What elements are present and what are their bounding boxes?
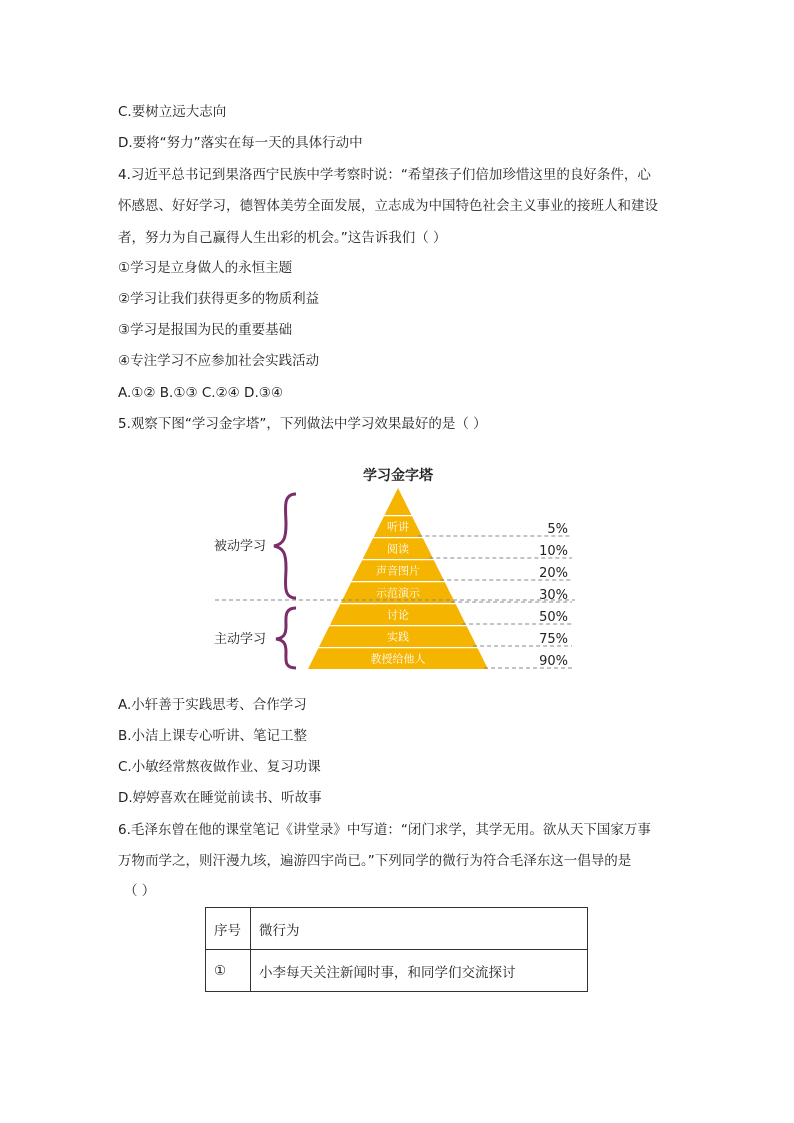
question-6-line-3: （ ） — [124, 883, 156, 899]
question-4-line-2: 怀感恩、好好学习，德智体美劳全面发展，立志成为中国特色社会主义事业的接班人和建设 — [118, 198, 658, 214]
question-6-line-2: 万物而学之，则汗漫九垓，遍游四宇尚已。”下列同学的微行为符合毛泽东这一倡导的是 — [118, 853, 632, 869]
option-c-q5: C.小敏经常熬夜做作业、复习功课 — [118, 759, 321, 775]
pyramid-level-label: 阅读 — [387, 542, 409, 556]
option-d-q5: D.婷婷喜欢在睡觉前读书、听故事 — [118, 790, 322, 806]
option-d-q3: D.要将“努力”落实在每一天的具体行动中 — [118, 135, 363, 151]
pyramid-level-percent: 10% — [539, 544, 568, 559]
active-learning-label: 主动学习 — [213, 632, 267, 647]
pyramid-level-label: 听讲 — [387, 520, 409, 534]
table-cell: ① — [206, 950, 251, 992]
pyramid-level-percent: 75% — [539, 632, 568, 647]
active-brace-icon — [276, 608, 296, 668]
pyramid-level-label: 教授给他人 — [370, 652, 426, 666]
option-c-q3: C.要树立远大志向 — [118, 104, 227, 120]
question-4-line-1: 4.习近平总书记到果洛西宁民族中学考察时说：“希望孩子们倍加珍惜这里的良好条件，心 — [118, 167, 651, 183]
option-b-q5: B.小洁上课专心听讲、笔记工整 — [118, 728, 308, 744]
pyramid-level-percent: 20% — [539, 566, 568, 581]
pyramid-level-label: 讨论 — [387, 608, 409, 622]
table-header-cell: 序号 — [206, 908, 251, 950]
learning-pyramid-diagram — [200, 458, 590, 673]
question-4-line-3: 者，努力为自己赢得人生出彩的机会。”这告诉我们（ ） — [118, 230, 447, 246]
statement-3: ③学习是报国为民的重要基础 — [118, 322, 293, 338]
question-6-line-1: 6.毛泽东曾在他的课堂笔记《讲堂录》中写道：“闭门求学，其学无用。欲从天下国家万事 — [118, 822, 651, 838]
option-a-q5: A.小轩善于实践思考、合作学习 — [118, 697, 307, 713]
question-5: 5.观察下图“学习金字塔”，下列做法中学习效果最好的是（ ） — [118, 416, 487, 432]
passive-brace-icon — [274, 494, 296, 598]
pyramid-level-label: 声音图片 — [376, 564, 420, 578]
pyramid-apex — [385, 488, 412, 515]
pyramid-level-percent: 90% — [539, 654, 568, 669]
micro-behavior-table — [205, 907, 588, 992]
statement-2: ②学习让我们获得更多的物质利益 — [118, 291, 320, 307]
table-header-cell: 微行为 — [251, 908, 588, 950]
table-row — [206, 950, 588, 992]
pyramid-level-percent: 5% — [547, 522, 568, 537]
passive-learning-label: 被动学习 — [213, 539, 267, 554]
table-cell: 小李每天关注新闻时事，和同学们交流探讨 — [251, 950, 588, 992]
pyramid-level-label: 实践 — [387, 630, 409, 644]
pyramid-level-label: 示范演示 — [376, 586, 420, 600]
table-header-row — [206, 908, 588, 950]
options-q4: A.①② B.①③ C.②④ D.③④ — [118, 385, 283, 401]
statement-4: ④专注学习不应参加社会实践活动 — [118, 353, 320, 369]
statement-1: ①学习是立身做人的永恒主题 — [118, 260, 293, 276]
pyramid-title: 学习金字塔 — [363, 468, 433, 484]
pyramid-level-percent: 30% — [539, 588, 568, 603]
pyramid-level-percent: 50% — [539, 610, 568, 625]
